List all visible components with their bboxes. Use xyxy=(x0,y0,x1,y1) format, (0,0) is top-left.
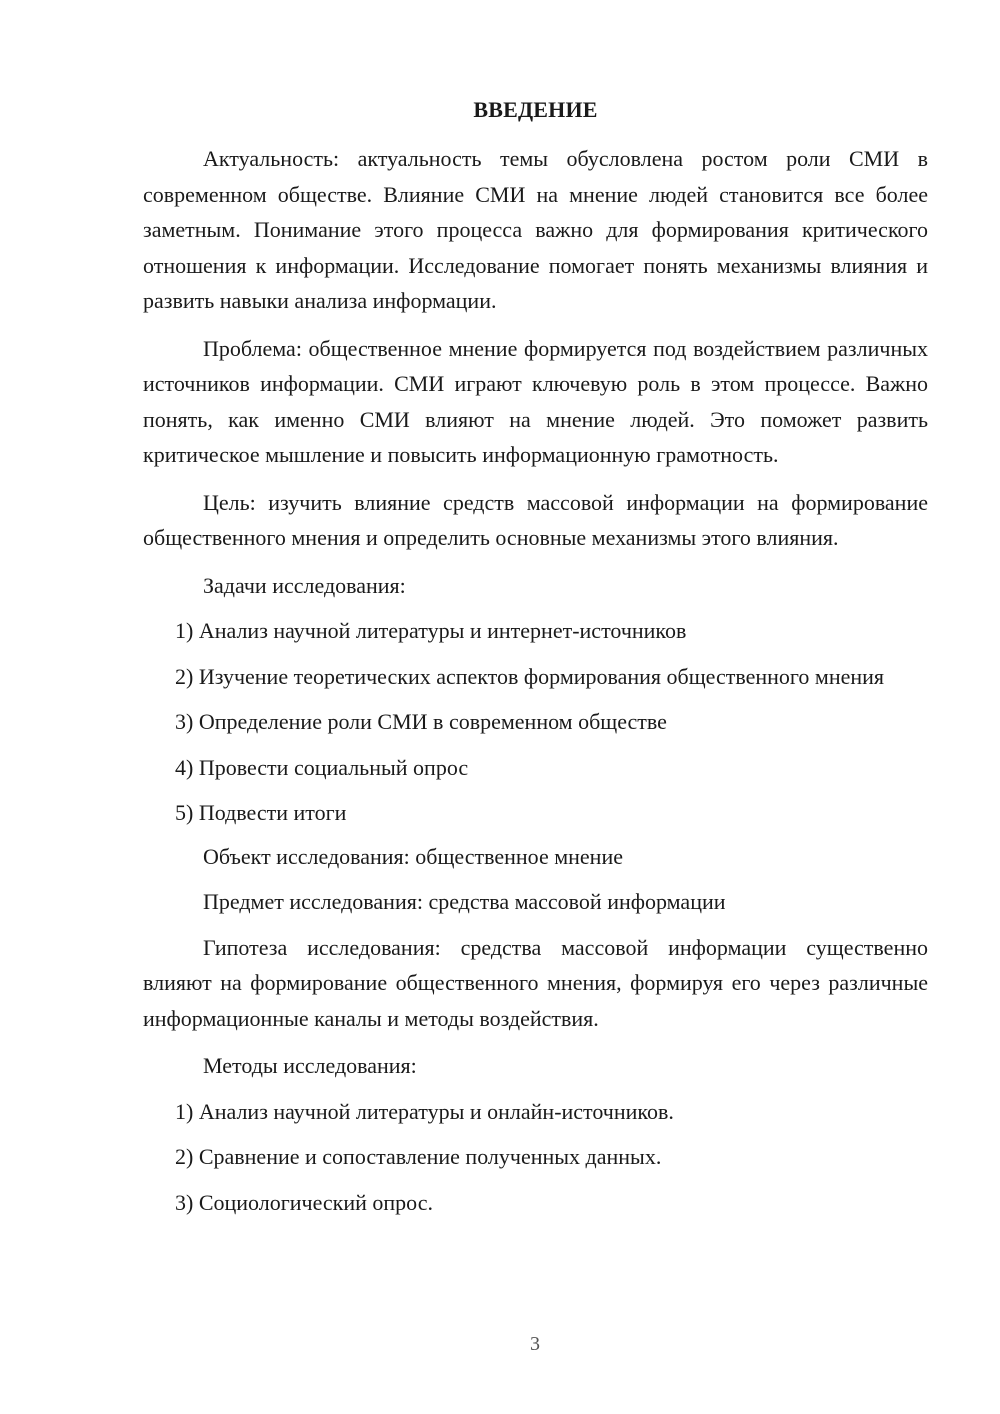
methods-heading: Методы исследования: xyxy=(203,1053,417,1078)
tasks-heading: Задачи исследования: xyxy=(203,572,406,598)
list-item: 4) Провести социальный опрос xyxy=(175,754,469,780)
research-subject: Предмет исследования: средства массовой информации xyxy=(203,889,726,914)
methods-list xyxy=(143,1094,928,1221)
hypothesis-paragraph: Гипотеза исследования: средства массовой информации существенно влияют на формирование общественного мнения, формируя его через различные информационные каналы и методы воздействия. xyxy=(143,934,928,1031)
research-object: Объект исследования: общественное мнение xyxy=(203,843,623,869)
list-item: 3) Социологический опрос. xyxy=(175,1189,433,1215)
list-item: 2) Изучение теоретических аспектов формирования общественного мнения xyxy=(175,663,885,689)
page-number: 3 xyxy=(530,1333,540,1355)
problem-paragraph: Проблема: общественное мнение формируется под воздействием различных источников информации. СМИ играют ключевую роль в этом процессе. Важно понять, как именно СМИ влияют на мнение людей. Это поможет развить критическое мышление и повысить информационную грамотность. xyxy=(143,335,928,467)
list-item: 1) Анализ научной литературы и онлайн-источников. xyxy=(175,1098,674,1124)
list-item: 2) Сравнение и сопоставление полученных данных. xyxy=(175,1144,662,1169)
relevance-paragraph: Актуальность: актуальность темы обусловлена ростом роли СМИ в современном обществе. Влияние СМИ на мнение людей становится все более заметным. Понимание этого процесса важно для формирования критического отношения к информации. Исследование помогает понять механизмы влияния и развить навыки анализа информации. xyxy=(143,146,928,313)
list-item: 5) Подвести итоги xyxy=(175,800,347,825)
goal-paragraph: Цель: изучить влияние средств массовой информации на формирование общественного мнения и определить основные механизмы этого влияния. xyxy=(143,489,928,550)
tasks-list xyxy=(143,613,928,831)
section-title: ВВЕДЕНИЕ xyxy=(473,97,598,122)
list-item: 3) Определение роли СМИ в современном обществе xyxy=(175,709,667,734)
list-item: 1) Анализ научной литературы и интернет-источников xyxy=(175,618,687,643)
document-page xyxy=(143,92,928,1230)
